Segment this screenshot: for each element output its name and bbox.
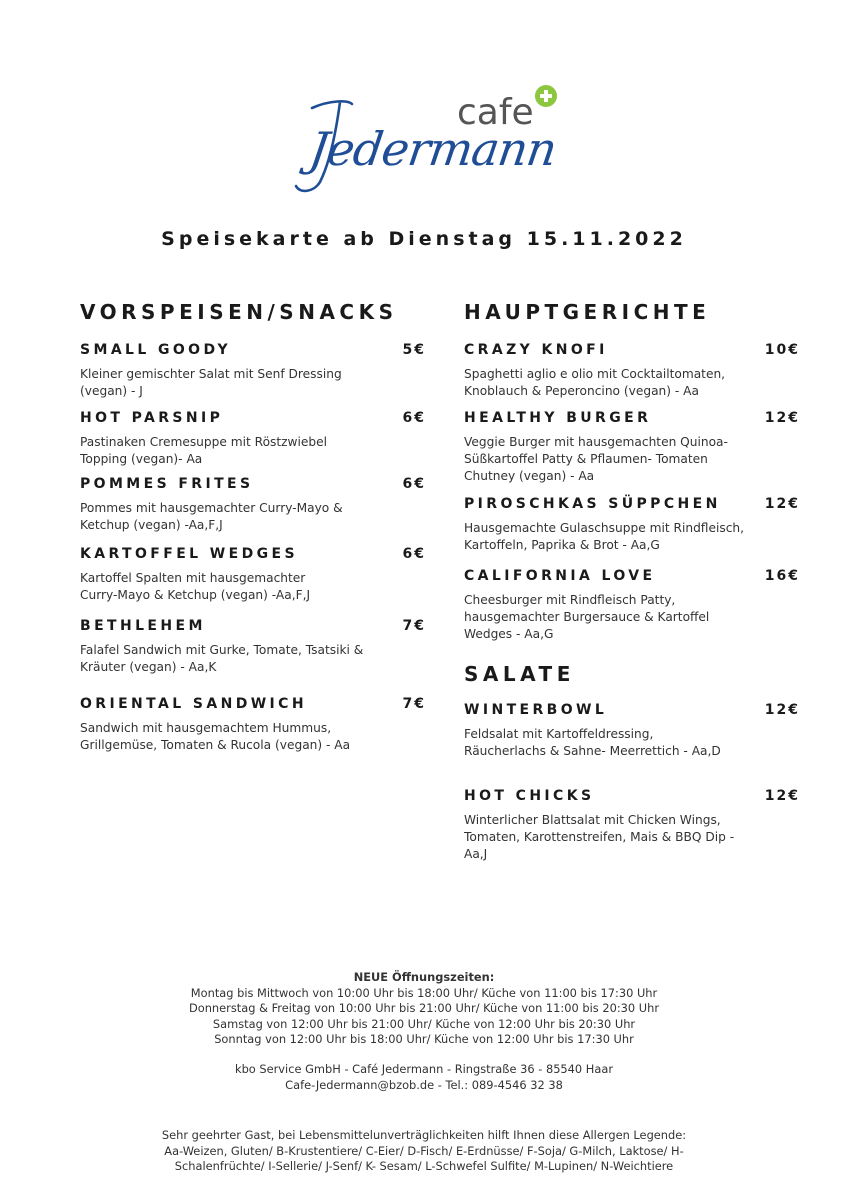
section-title-vorspeisen: VORSPEISEN/SNACKS (80, 300, 398, 324)
item-name: WINTERBOWL (464, 702, 608, 718)
item-name: SMALL GOODY (80, 342, 231, 358)
item-price: 12€ (764, 410, 800, 426)
section-title-hauptgerichte: HAUPTGERICHTE (464, 300, 711, 324)
menu-title: Speisekarte ab Dienstag 15.11.2022 (161, 228, 687, 250)
item-description: Sandwich mit hausgemachtem Hummus, Grillgemüse, Tomaten & Rucola (vegan) - Aa (80, 721, 351, 752)
item-price: 16€ (764, 568, 800, 584)
item-price: 12€ (764, 788, 800, 804)
allergen-line: Sehr geehrter Gast, bei Lebensmittelunverträglichkeiten hilft Ihnen diese Allergen Legende: (161, 1128, 687, 1142)
item-price: 6€ (402, 410, 426, 426)
item-description: Pommes mit hausgemachter Curry-Mayo & Ketchup (vegan) -Aa,F,J (80, 501, 343, 532)
address-line: kbo Service GmbH - Café Jedermann - Ringstraße 36 - 85540 Haar (234, 1062, 614, 1076)
hours-line: Sonntag von 12:00 Uhr bis 18:00 Uhr/ Küche von 12:00 Uhr bis 17:30 Uhr (214, 1032, 634, 1046)
item-description: Falafel Sandwich mit Gurke, Tomate, Tsatsiki & Kräuter (vegan) - Aa,K (80, 643, 364, 674)
item-price: 12€ (764, 702, 800, 718)
item-description: Winterlicher Blattsalat mit Chicken Wings, Tomaten, Karottenstreifen, Mais & BBQ Dip - Aa,J (464, 813, 735, 861)
item-price: 10€ (764, 342, 800, 358)
item-name: ORIENTAL SANDWICH (80, 696, 307, 712)
item-name: HOT CHICKS (464, 788, 595, 804)
item-price: 12€ (764, 496, 800, 512)
logo-cafe-text: cafe (457, 92, 534, 133)
item-description: Cheesburger mit Rindfleisch Patty, hausgemachter Burgersauce & Kartoffel Wedges - Aa,G (464, 593, 710, 641)
item-name: KARTOFFEL WEDGES (80, 546, 298, 562)
item-name: CALIFORNIA LOVE (464, 568, 656, 584)
item-price: 6€ (402, 476, 426, 492)
hours-line: Montag bis Mittwoch von 10:00 Uhr bis 18:00 Uhr/ Küche von 11:00 bis 17:30 Uhr (190, 985, 658, 1000)
item-description: Kleiner gemischter Salat mit Senf Dressing (vegan) - J (80, 367, 342, 398)
item-description: Kartoffel Spalten mit hausgemachter Curry-Mayo & Ketchup (vegan) -Aa,F,J (80, 571, 311, 602)
contact-line: Cafe-Jedermann@bzob.de - Tel.: 089-4546 32 38 (285, 1077, 563, 1092)
item-description: Hausgemachte Gulaschsuppe mit Rindfleisch, Kartoffeln, Paprika & Brot - Aa,G (464, 521, 745, 552)
hours-line: Samstag von 12:00 Uhr bis 21:00 Uhr/ Küche von 12:00 Uhr bis 20:30 Uhr (212, 1016, 636, 1031)
hours-line: Donnerstag & Freitag von 10:00 Uhr bis 21:00 Uhr/ Küche von 11:00 bis 20:30 Uhr (188, 1001, 660, 1015)
item-description: Veggie Burger mit hausgemachten Quinoa- Süßkartoffel Patty & Pflaumen- Tomaten Chutney (vegan) - Aa (464, 435, 728, 483)
item-price: 7€ (402, 618, 426, 634)
cafe-logo (290, 82, 570, 202)
item-name: POMMES FRITES (80, 476, 254, 492)
allergen-legend (0, 1128, 848, 1175)
item-name: HOT PARSNIP (80, 410, 224, 426)
item-price: 6€ (402, 546, 426, 562)
item-description: Pastinaken Cremesuppe mit Röstzwiebel Topping (vegan)- Aa (80, 435, 328, 466)
section-title-salate: SALATE (464, 662, 575, 686)
item-name: HEALTHY BURGER (464, 410, 652, 426)
allergen-line: Schalenfrüchte/ I-Sellerie/ J-Senf/ K- Sesam/ L-Schwefel Sulfite/ M-Lupinen/ N-Weichtiere (174, 1159, 674, 1173)
item-name: CRAZY KNOFI (464, 342, 608, 358)
item-description: Spaghetti aglio e olio mit Cocktailtomaten, Knoblauch & Peperoncino (vegan) - Aa (464, 367, 726, 398)
item-name: PIROSCHKAS SÜPPCHEN (464, 496, 721, 512)
opening-hours (0, 970, 848, 1048)
allergen-line: Aa-Weizen, Gluten/ B-Krustentiere/ C-Eier/ D-Fisch/ E-Erdnüsse/ F-Soja/ G-Milch, Laktose/ H- (164, 1143, 684, 1158)
item-price: 5€ (402, 342, 426, 358)
item-name: BETHLEHEM (80, 618, 206, 634)
item-price: 7€ (402, 696, 426, 712)
item-description: Feldsalat mit Kartoffeldressing, Räucherlachs & Sahne- Meerrettich - Aa,D (464, 727, 721, 758)
logo-script-text: Jedermann (306, 122, 560, 176)
address-block (0, 1062, 848, 1093)
hours-title: NEUE Öffnungszeiten: (353, 970, 495, 984)
